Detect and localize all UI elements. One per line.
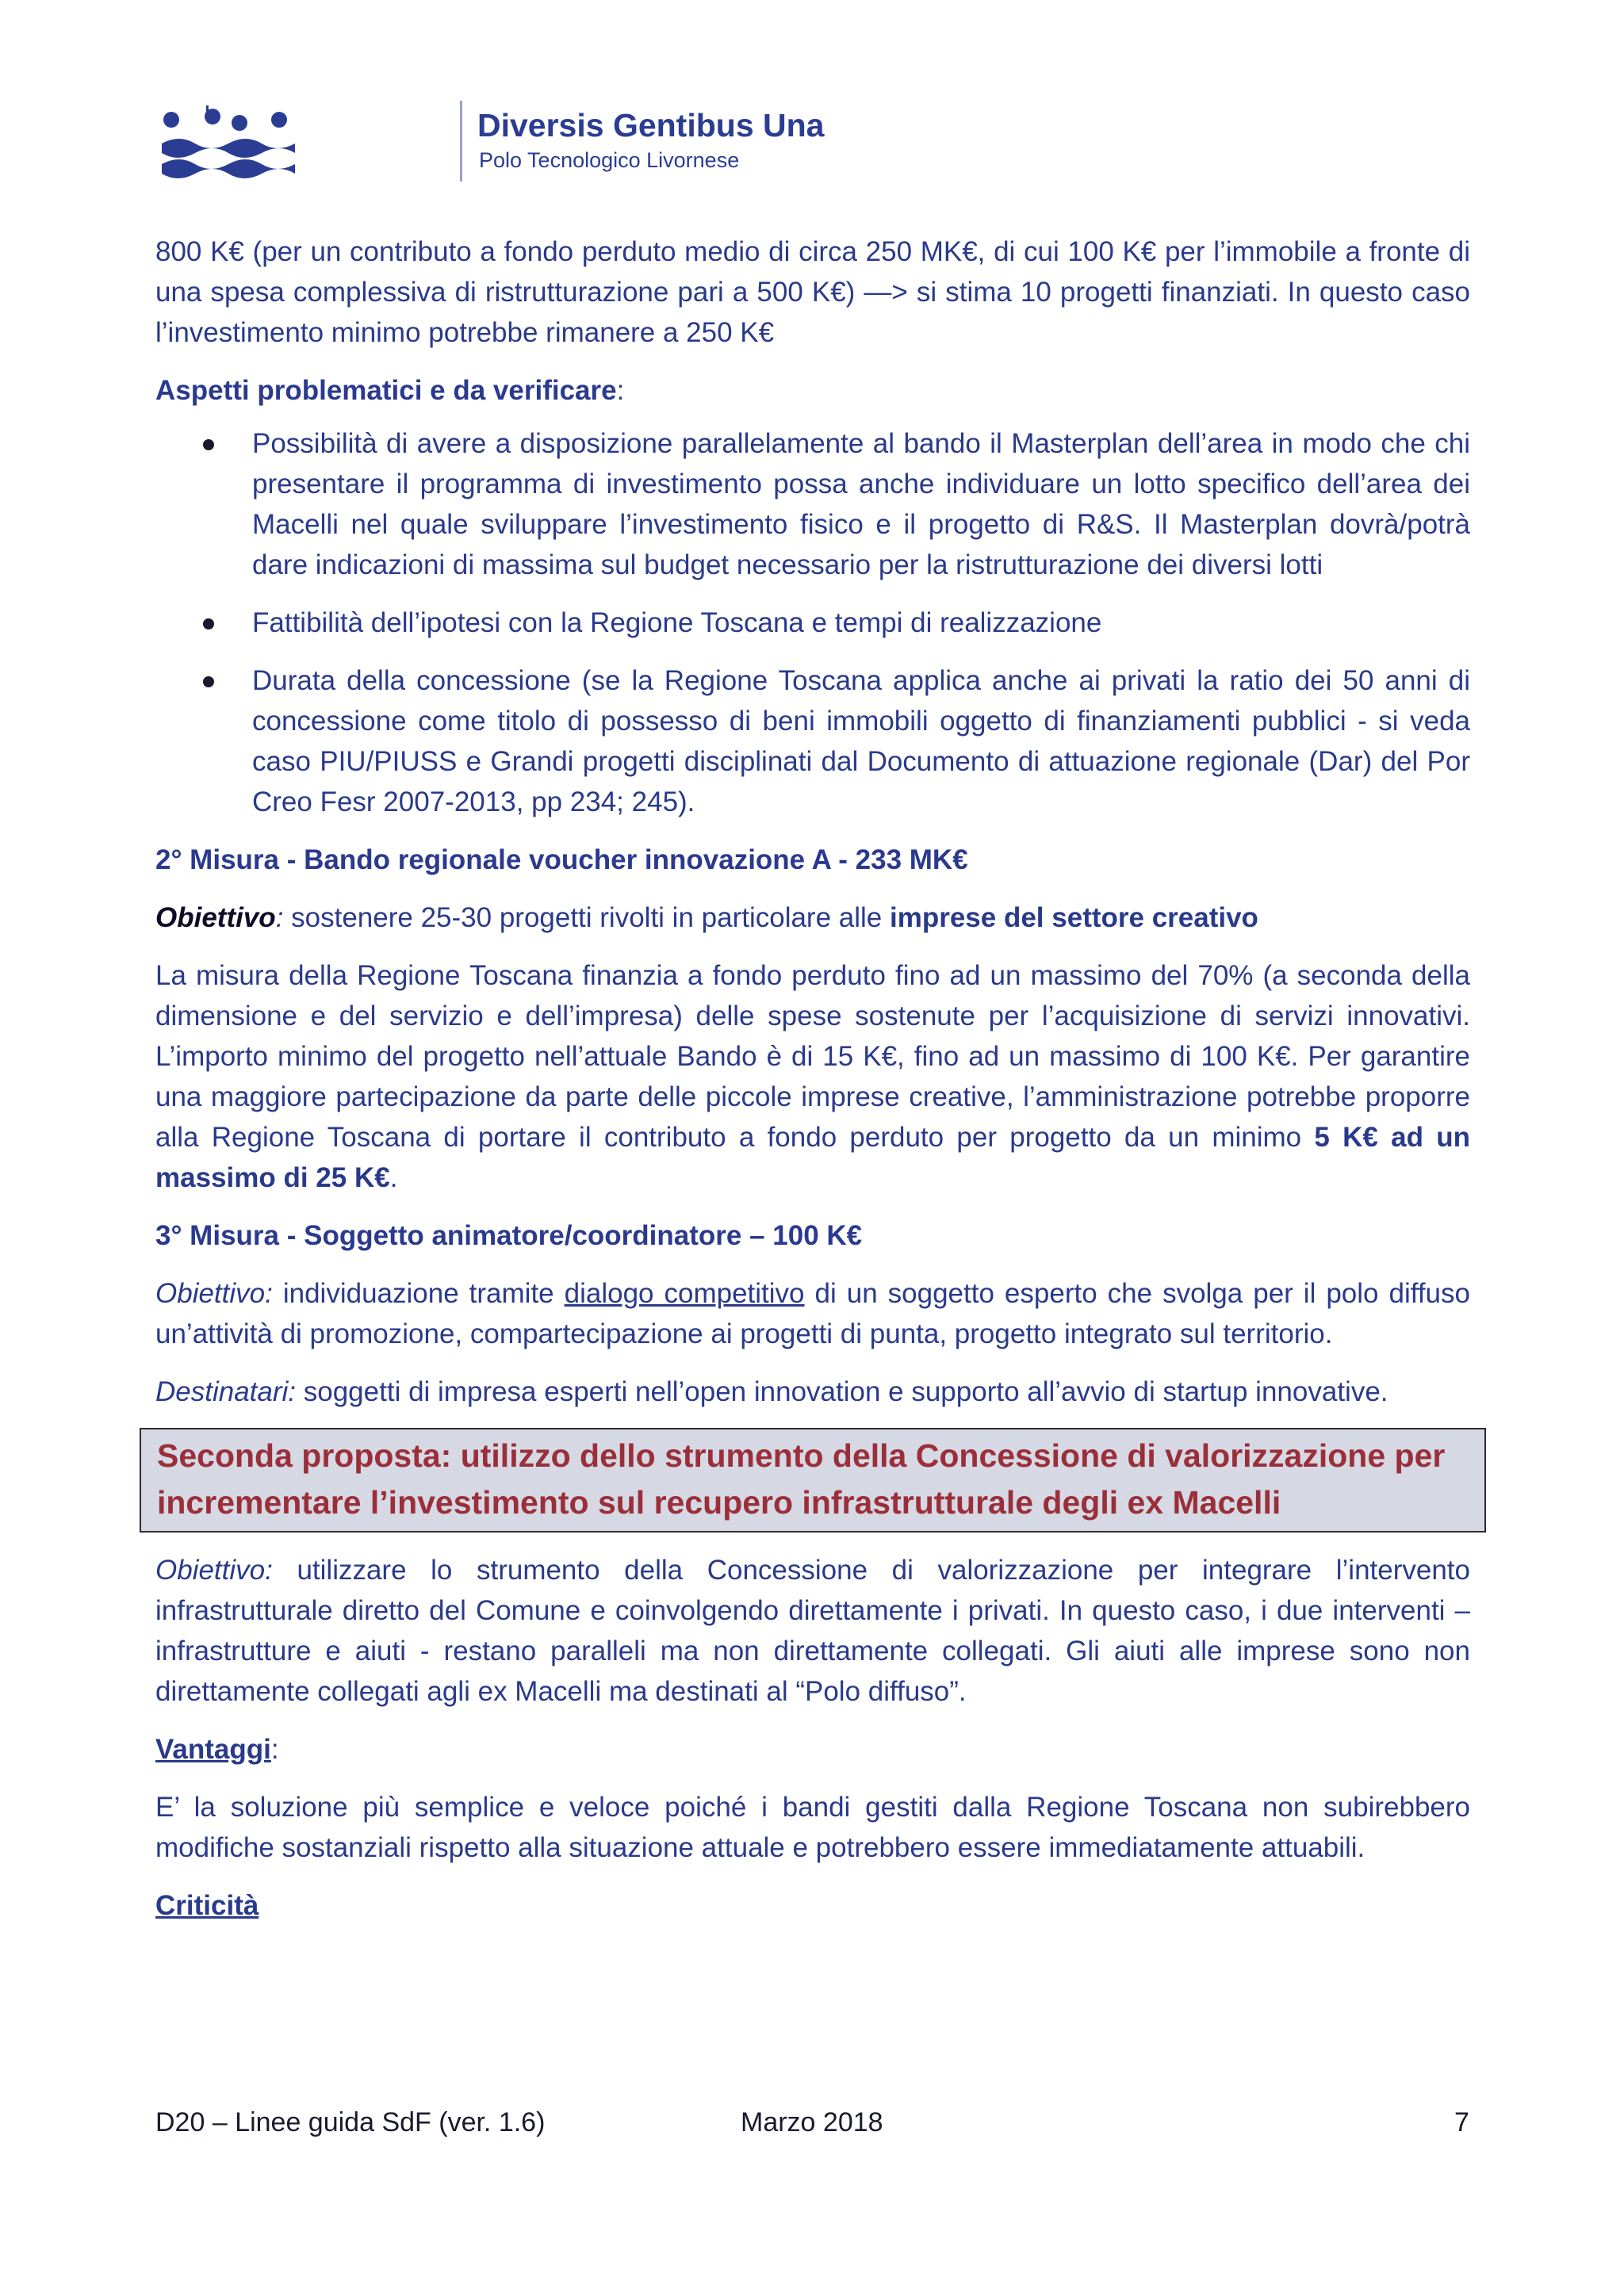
vantaggi-heading: Vantaggi (155, 1734, 271, 1765)
footer-date: Marzo 2018 (741, 2107, 883, 2137)
obiettivo-label: Obiettivo: (155, 1278, 273, 1309)
logo-subtitle: Polo Tecnologico Livornese (479, 148, 740, 172)
criticita-heading-line (155, 1885, 1470, 1926)
document-body (155, 232, 1470, 1926)
vantaggi-heading-line (155, 1729, 1470, 1770)
misura2-body-bold: 5 K€ ad un massimo di 25 K€ (155, 1122, 1470, 1193)
list-item (155, 660, 1470, 822)
aspetti-colon: : (616, 375, 625, 406)
destinatari-text: soggetti di impresa esperti nell’open innovation e supporto all’avvio di startup innovative. (296, 1376, 1388, 1407)
misura3-heading: 3° Misura - Soggetto animatore/coordinatore – 100 K€ (155, 1220, 863, 1251)
vantaggi-colon: : (270, 1734, 279, 1765)
misura2-body-text: La misura della Regione Toscana finanzia a fondo perduto fino ad un massimo del 70% (a seconda della dimensione e del servizio e dell’impresa) delle spese sostenute per l’acquisizione di servizi innovativi. L’importo minimo del progetto nell’attuale Bando è di 15 K€, fino ad un massimo di 100 K€. Per garantire una maggiore partecipazione da parte delle piccole imprese creative, l’amministrazione potrebbe proporre alla Regione Toscana di portare il contributo a fondo perduto per progetto da un minimo (155, 960, 1470, 1153)
bullet-icon (203, 676, 214, 687)
aspetti-list (155, 423, 1470, 822)
logo-divider (460, 101, 462, 182)
seconda-proposta-title: Seconda proposta: utilizzo dello strumento della Concessione di valorizzazione per incrementare l’investimento sul recupero infrastrutturale degli ex Macelli (157, 1437, 1446, 1521)
obiettivo-label: Obiettivo (155, 902, 276, 933)
misura2-obiettivo (155, 897, 1470, 938)
bullet-icon (203, 618, 214, 629)
dialogo-competitivo-link: dialogo competitivo (564, 1278, 805, 1309)
obiettivo-label: Obiettivo: (155, 1555, 273, 1586)
list-item (155, 603, 1470, 643)
list-item-text: Possibilità di avere a disposizione parallelamente al bando il Masterplan dell’area in modo che chi presentare il programma di investimento possa anche individuare un lotto specifico dell’area dei Macelli nel quale sviluppare l’investimento fisico e il progetto di R&S. Il Masterplan dovrà/potrà dare indicazioni di massima sul budget necessario per la ristrutturazione dei diversi lotti (252, 428, 1470, 580)
aspetti-heading: Aspetti problematici e da verificare (155, 375, 617, 406)
list-item-text: Durata della concessione (se la Regione Toscana applica anche ai privati la ratio dei 50 anni di concessione come titolo di possesso di beni immobili oggetto di finanziamenti pubblici - si veda caso PIU/PIUSS e Grandi progetti disciplinati dal Documento di attuazione regionale (Dar) del Por Creo Fesr 2007-2013, pp 234; 245). (252, 665, 1470, 817)
obiettivo-bold: imprese del settore creativo (890, 902, 1258, 933)
obiettivo-text-end: di un soggetto esperto che svolga per il polo diffuso un’attività di promozione, compartecipazione ai progetti di punta, progetto integrato sul territorio. (155, 1278, 1470, 1349)
misura3-destinatari (155, 1372, 1470, 1412)
destinatari-label: Destinatari: (155, 1376, 297, 1407)
intro-paragraph: 800 K€ (per un contributo a fondo perduto medio di circa 250 MK€, di cui 100 K€ per l’immobile a fronte di una spesa complessiva di ristrutturazione pari a 500 K€) —> si stima 10 progetti finanziati. In questo caso l’investimento minimo potrebbe rimanere a 250 K€ (155, 236, 1470, 348)
bullet-icon (203, 439, 214, 450)
obiettivo-colon: : (275, 902, 284, 933)
obiettivo-text: sostenere 25-30 progetti rivolti in particolare alle (283, 902, 890, 933)
aspetti-heading-line (155, 370, 1470, 411)
vantaggi-text: E’ la soluzione più semplice e veloce poiché i bandi gestiti dalla Regione Toscana non subirebbero modifiche sostanziali rispetto alla situazione attuale e potrebbero essere immediatamente attuabili. (155, 1792, 1470, 1863)
logo-title: Diversis Gentibus Una (477, 107, 825, 144)
list-item (155, 423, 1470, 585)
obiettivo-text: individuazione tramite (272, 1278, 565, 1309)
footer-doc-title: D20 – Linee guida SdF (ver. 1.6) (155, 2107, 546, 2137)
criticita-heading: Criticità (155, 1890, 259, 1921)
misura2-body-end: . (389, 1162, 398, 1193)
misura2-body (155, 955, 1470, 1198)
waves-logo-icon (160, 105, 297, 185)
header-logo (160, 99, 825, 186)
list-item-text: Fattibilità dell’ipotesi con la Regione Toscana e tempi di realizzazione (252, 607, 1102, 638)
footer-page-number: 7 (1454, 2107, 1469, 2137)
seconda-obiettivo (155, 1550, 1470, 1712)
misura2-heading: 2° Misura - Bando regionale voucher innovazione A - 233 MK€ (155, 844, 968, 875)
obiettivo-text: utilizzare lo strumento della Concessione di valorizzazione per integrare l’intervento infrastrutturale diretto del Comune e coinvolgendo direttamente i privati. In questo caso, i due interventi – infrastrutture e aiuti - restano paralleli ma non direttamente collegati. Gli aiuti alle imprese sono non direttamente collegati agli ex Macelli ma destinati al “Polo diffuso”. (155, 1555, 1470, 1707)
misura3-obiettivo (155, 1273, 1470, 1354)
seconda-proposta-box (140, 1428, 1486, 1533)
